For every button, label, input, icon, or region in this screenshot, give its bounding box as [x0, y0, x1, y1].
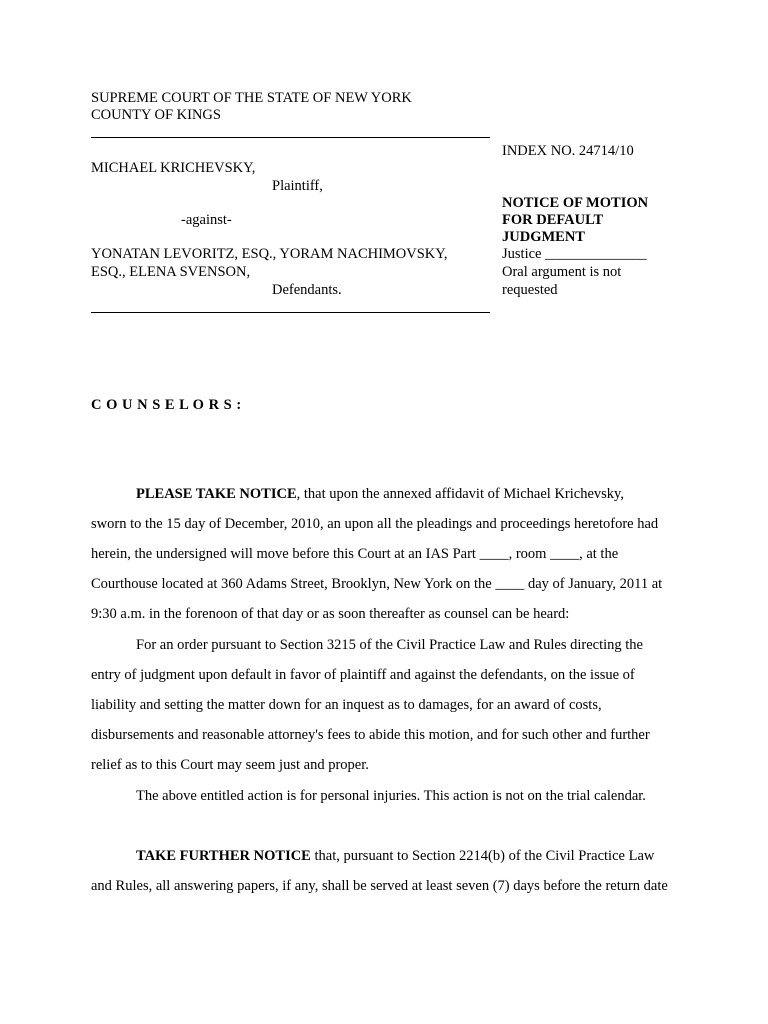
court-name: SUPREME COURT OF THE STATE OF NEW YORK [91, 90, 412, 106]
plaintiff-name: MICHAEL KRICHEVSKY, [91, 160, 256, 176]
paragraph-2-line-3: liability and setting the matter down for an inquest as to damages, for an award of costs, [91, 697, 602, 713]
paragraph-2-line-5: relief as to this Court may seem just and proper. [91, 757, 369, 773]
paragraph-4-line-1-text: that, pursuant to Section 2214(b) of the Civil Practice Law [310, 848, 655, 864]
document-title-line-3: JUDGMENT [502, 229, 585, 245]
defendants-line-2: ESQ., ELENA SVENSON, [91, 264, 251, 280]
paragraph-1-line-3: herein, the undersigned will move before this Court at an IAS Part ____, room ____, at the [91, 546, 619, 562]
paragraph-4-line-2: and Rules, all answering papers, if any, shall be served at least seven (7) days before the return date [91, 878, 668, 894]
plaintiff-role: Plaintiff, [272, 178, 323, 194]
paragraph-1-line-2: sworn to the 15 day of December, 2010, an upon all the pleadings and proceedings heretofore had [91, 516, 659, 532]
paragraph-2-line-2: entry of judgment upon default in favor of plaintiff and against the defendants, on the issue of [91, 667, 635, 683]
caption-top-rule [91, 137, 490, 138]
index-number: INDEX NO. 24714/10 [502, 143, 634, 159]
paragraph-2-line-1: For an order pursuant to Section 3215 of the Civil Practice Law and Rules directing the [136, 637, 643, 653]
defendants-role: Defendants. [272, 282, 342, 298]
document-title-line-1: NOTICE OF MOTION [502, 195, 649, 211]
paragraph-2-line-4: disbursements and reasonable attorney's fees to abide this motion, and for such other and further [91, 727, 650, 743]
oral-argument-line-2: requested [502, 282, 558, 298]
defendants-line-1: YONATAN LEVORITZ, ESQ., YORAM NACHIMOVSKY, [91, 246, 448, 262]
paragraph-1-line-4: Courthouse located at 360 Adams Street, Brooklyn, New York on the ____ day of January, 2011 at [91, 576, 663, 592]
paragraph-4-line-1 [136, 847, 654, 865]
take-further-notice-lead: TAKE FURTHER NOTICE [136, 848, 311, 864]
paragraph-1-line-5: 9:30 a.m. in the forenoon of that day or as soon thereafter as counsel can be heard: [91, 606, 570, 622]
justice-line: Justice ______________ [502, 246, 647, 262]
caption-bottom-rule [91, 312, 490, 313]
paragraph-1-line-1-text: , that upon the annexed affidavit of Michael Krichevsky, [296, 486, 624, 502]
county-name: COUNTY OF KINGS [91, 107, 221, 123]
paragraph-3-line-1: The above entitled action is for personal injuries. This action is not on the trial calendar. [136, 788, 646, 804]
oral-argument-line-1: Oral argument is not [502, 264, 622, 280]
salutation: C O U N S E L O R S : [91, 397, 242, 413]
please-take-notice-lead: PLEASE TAKE NOTICE [136, 486, 297, 502]
against-label: -against- [181, 212, 232, 228]
paragraph-1-line-1 [136, 485, 624, 503]
document-title-line-2: FOR DEFAULT [502, 212, 604, 228]
